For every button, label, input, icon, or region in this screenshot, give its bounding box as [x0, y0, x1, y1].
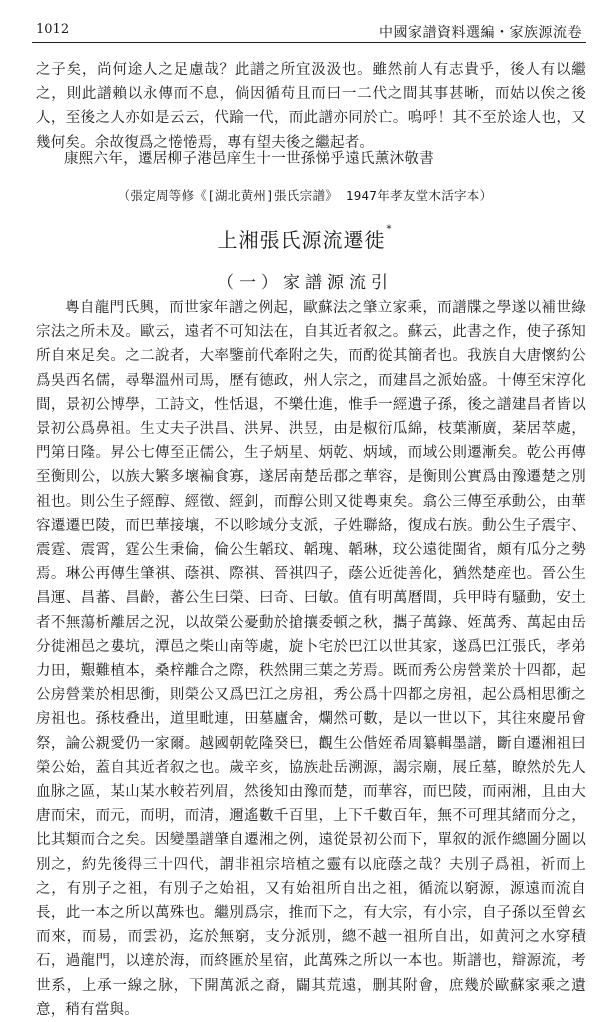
subsection-title: （一）家譜源流引	[217, 273, 393, 293]
section-title-footnote-mark: *	[386, 224, 393, 235]
page-header	[32, 22, 586, 43]
section-title	[0, 224, 610, 253]
intro-paragraph: 之子矣，尚何途人之足慮哉？此譜之所宜汲汲也。雖然前人有志貴乎，後人有以繼之，則此譜賴以永傳而不息，倘因循苟且而曰一二代之間其事甚晰，而姑以俟之後人，至後之人亦如是云云，代踰一代，而此譜亦同於亡。嗚呼！其不至於途人也，又幾何矣。余故復爲之惓惓焉，專有望夫後之繼起者。	[36, 62, 586, 151]
source-note: （張定周等修《[湖北黄州]張氏宗譜》 1947年孝友堂木活字本）	[117, 188, 493, 203]
running-title: 中國家譜資料選編・家族源流卷	[379, 25, 582, 41]
page-number: 1012	[36, 22, 70, 37]
section-title-text: 上湘張氏源流遷徙	[217, 228, 386, 252]
main-paragraph: 粵自龍門氏興，而世家年譜之例起，歐蘇法之肇立家乘，而譜牒之學遂以補世綠宗法之所未及。歐云，遠者不可知法在，自其近者叙之。蘇云，此書之作，使子孫知所自來足矣。之二說者，大率鑒前代牽附之失，而酌從其簡者也。我族自大唐懷約公爲吳西名儒，尋舉溫州司馬，歷有德政，州人宗之，而建昌之派始盛。十傳至宋淳化間，景初公博學，工詩文，性恬退，不樂仕進，惟手一經遺子孫，後之譜建昌者皆以景初公爲鼻祖。生丈夫子洪昌、洪昇、洪昱，由是椒衍瓜綿，枝葉漸廣，棻居萃處，門第日隆。昇公七傳至正儒公，生子炳星、炳乾、炳域，而域公則遷漸矣。乾公再傳至衡則公，以族大繁多壞褊食寡，遂居南楚岳郡之華容，是衡則公實爲由豫遷楚之別祖也。則公生子經醇、經徵、經釗，而醇公則又徙粵東矣。翕公三傳至承動公，由華容遷遷巴陵，而巴華接壤，不以畛域分支派，子姓聯絡，復成右族。動公生子震宇、震霆、震霄，霆公生秉倫，倫公生韜玟、韜瑰、韜琳，玟公遠徙閩省，頗有瓜分之勢焉。琳公再傳生肇祺、蔭祺、際祺、晉祺四子，蔭公近徙善化，猶然楚産也。晉公生昌運、昌蕃、昌齡，蕃公生曰榮、曰奇、曰敏。值有明萬曆間，兵甲時有騷動，安土者不無蕩析離居之況，以故榮公憂動於搶攘委頓之秋，攜子萬錄、姪萬秀、萬起由岳分徙湘邑之婁坑，潭邑之柴山南等處，旋卜宅於巴江以世其家，遂爲巴江張氏，孝弟力田，艱難植本，桑梓離合之際，秩然開三葉之芳焉。既而秀公房營業於十四都，起公房營業於相思衝，則榮公又爲巴江之房祖，秀公爲十四都之房祖，起公爲相思衝之房祖也。孫枝叠出，道里毗連，田墓廬舍，爛然可數，是以一世以下，其往來慶吊會祭，論公親愛仍一家爾。越國朝乾隆癸巳，觀生公偕姪希周纂輯墨譜，斷自遷湘祖曰榮公始，蓋自其近者叙之也。歲辛亥，協族赴岳溯源，謁宗廟，展丘墓，瞭然於先人血脉之區，某山某水較若列眉，然後知由豫而楚，而華容，而巴陵，而兩湘，且由大唐而宋，而元，而明，而清，邇遙數千百里，上下千數百年，無不可理其緒而分之，比其類而合之矣。因變墨譜肇自遷湘之例，遠從景初公而下，單叙的派作總圖分圖以別之，約先後得三十四代，謂非祖宗培植之靈有以庇蔭之哉？夫別子爲祖，祈而上之，有別子之祖，有別子之始祖，又有始祖所自出之祖，循流以窮源，源遠而流自長，此一本之所以萬殊也。繼別爲宗，推而下之，有大宗，有小宗，自子孫以至曾玄而來，而易，而雲礽，迄於無窮，支分派別，總不越一祖所自出，如黄河之水穿積石，過龍門，以達於海，而終匯於星宿，此萬殊之所以一本也。斯譜也，辯源流，考世系，上承一線之脉，下開萬派之裔，闢其荒遠，删其附會，庶幾於歐蘇家乘之遺意，稍有當與。	[36, 300, 586, 1018]
colophon-line: 康熙六年，遷居柳子港邑庠生十一世孫悌乎遠氏薰沐敬書	[64, 151, 434, 167]
